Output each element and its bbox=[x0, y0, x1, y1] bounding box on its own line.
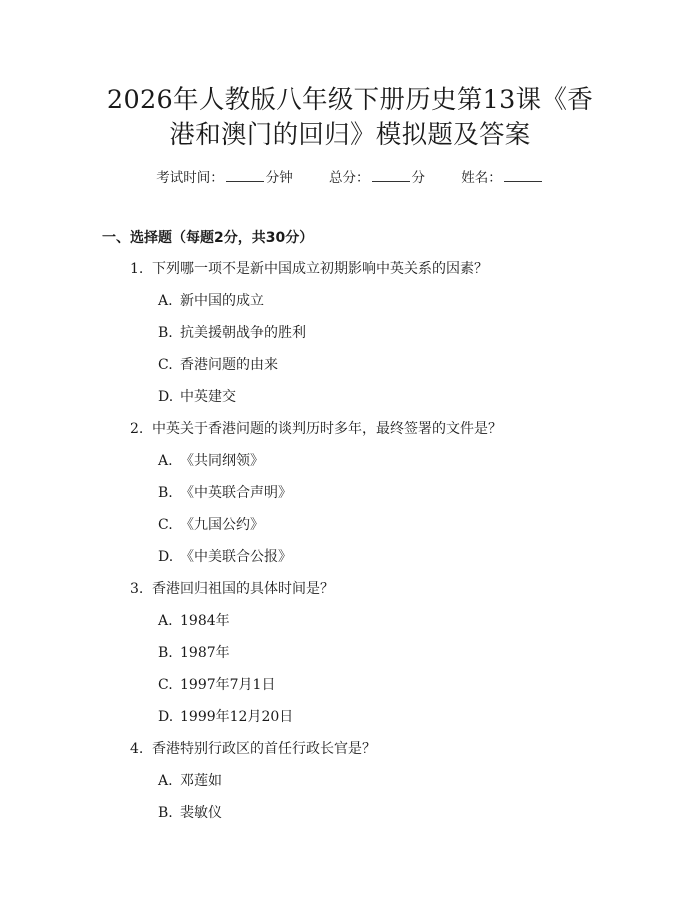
question-3-option-b bbox=[158, 643, 230, 663]
question-text: 香港回归祖国的具体时间是？ bbox=[152, 581, 334, 597]
total-score-blank bbox=[372, 169, 410, 182]
section-title-multiple-choice: 一、选择题（每题2分，共30分） bbox=[102, 230, 314, 246]
option-text: 香港问题的由来 bbox=[180, 357, 278, 373]
exam-time-unit: 分钟 bbox=[265, 170, 293, 186]
question-3-option-c bbox=[158, 675, 275, 695]
option-letter: B. bbox=[158, 485, 173, 501]
option-text: 《九国公约》 bbox=[180, 517, 264, 533]
option-text: 1997年7月1日 bbox=[180, 677, 276, 693]
option-letter: D. bbox=[158, 709, 174, 725]
question-4-option-b bbox=[158, 803, 222, 823]
question-2-option-b bbox=[158, 483, 292, 503]
option-text: 《中美联合公报》 bbox=[180, 549, 292, 565]
option-text: 1987年 bbox=[180, 645, 230, 661]
total-score-field bbox=[329, 168, 425, 188]
question-1-option-a bbox=[158, 291, 264, 311]
exam-time-field bbox=[156, 168, 293, 188]
exam-time-label: 考试时间： bbox=[156, 170, 224, 186]
question-number: 4. bbox=[130, 741, 144, 757]
question-3 bbox=[130, 579, 334, 599]
total-score-label: 总分： bbox=[329, 170, 370, 186]
option-letter: C. bbox=[158, 357, 173, 373]
option-text: 新中国的成立 bbox=[180, 293, 264, 309]
question-number: 3. bbox=[130, 581, 144, 597]
question-1-option-d bbox=[158, 387, 236, 407]
question-text: 下列哪一项不是新中国成立初期影响中英关系的因素？ bbox=[152, 261, 488, 277]
option-letter: C. bbox=[158, 677, 173, 693]
option-text: 裴敏仪 bbox=[180, 805, 222, 821]
student-name-label: 姓名： bbox=[461, 170, 502, 186]
question-1-option-b bbox=[158, 323, 306, 343]
question-2 bbox=[130, 419, 502, 439]
student-name-field bbox=[461, 168, 544, 188]
option-text: 抗美援朝战争的胜利 bbox=[180, 325, 306, 341]
document-title-line-2: 港和澳门的回归》模拟题及答案 bbox=[169, 120, 531, 150]
option-letter: D. bbox=[158, 549, 174, 565]
question-2-option-a bbox=[158, 451, 264, 471]
question-2-option-d bbox=[158, 547, 292, 567]
document-title-line-1: 2026年人教版八年级下册历史第13课《香 bbox=[106, 85, 594, 115]
total-score-unit: 分 bbox=[411, 170, 425, 186]
exam-meta-line bbox=[0, 168, 700, 188]
question-3-option-a bbox=[158, 611, 230, 631]
option-letter: A. bbox=[158, 453, 173, 469]
question-number: 2. bbox=[130, 421, 144, 437]
option-letter: D. bbox=[158, 389, 174, 405]
option-text: 邓莲如 bbox=[180, 773, 222, 789]
question-1-option-c bbox=[158, 355, 278, 375]
option-letter: A. bbox=[158, 773, 173, 789]
option-letter: A. bbox=[158, 293, 173, 309]
option-letter: B. bbox=[158, 805, 173, 821]
student-name-blank bbox=[504, 169, 542, 182]
option-text: 1984年 bbox=[180, 613, 230, 629]
question-number: 1. bbox=[130, 261, 144, 277]
question-3-option-d bbox=[158, 707, 293, 727]
question-1 bbox=[130, 259, 488, 279]
option-text: 中英建交 bbox=[180, 389, 236, 405]
option-letter: A. bbox=[158, 613, 173, 629]
question-2-option-c bbox=[158, 515, 264, 535]
exam-time-blank bbox=[226, 169, 264, 182]
option-letter: C. bbox=[158, 517, 173, 533]
option-text: 1999年12月20日 bbox=[180, 709, 294, 725]
question-4-option-a bbox=[158, 771, 222, 791]
option-letter: B. bbox=[158, 325, 173, 341]
question-text: 中英关于香港问题的谈判历时多年，最终签署的文件是？ bbox=[152, 421, 502, 437]
question-text: 香港特别行政区的首任行政长官是？ bbox=[152, 741, 376, 757]
option-text: 《中英联合声明》 bbox=[180, 485, 292, 501]
option-text: 《共同纲领》 bbox=[180, 453, 264, 469]
question-4 bbox=[130, 739, 376, 759]
option-letter: B. bbox=[158, 645, 173, 661]
